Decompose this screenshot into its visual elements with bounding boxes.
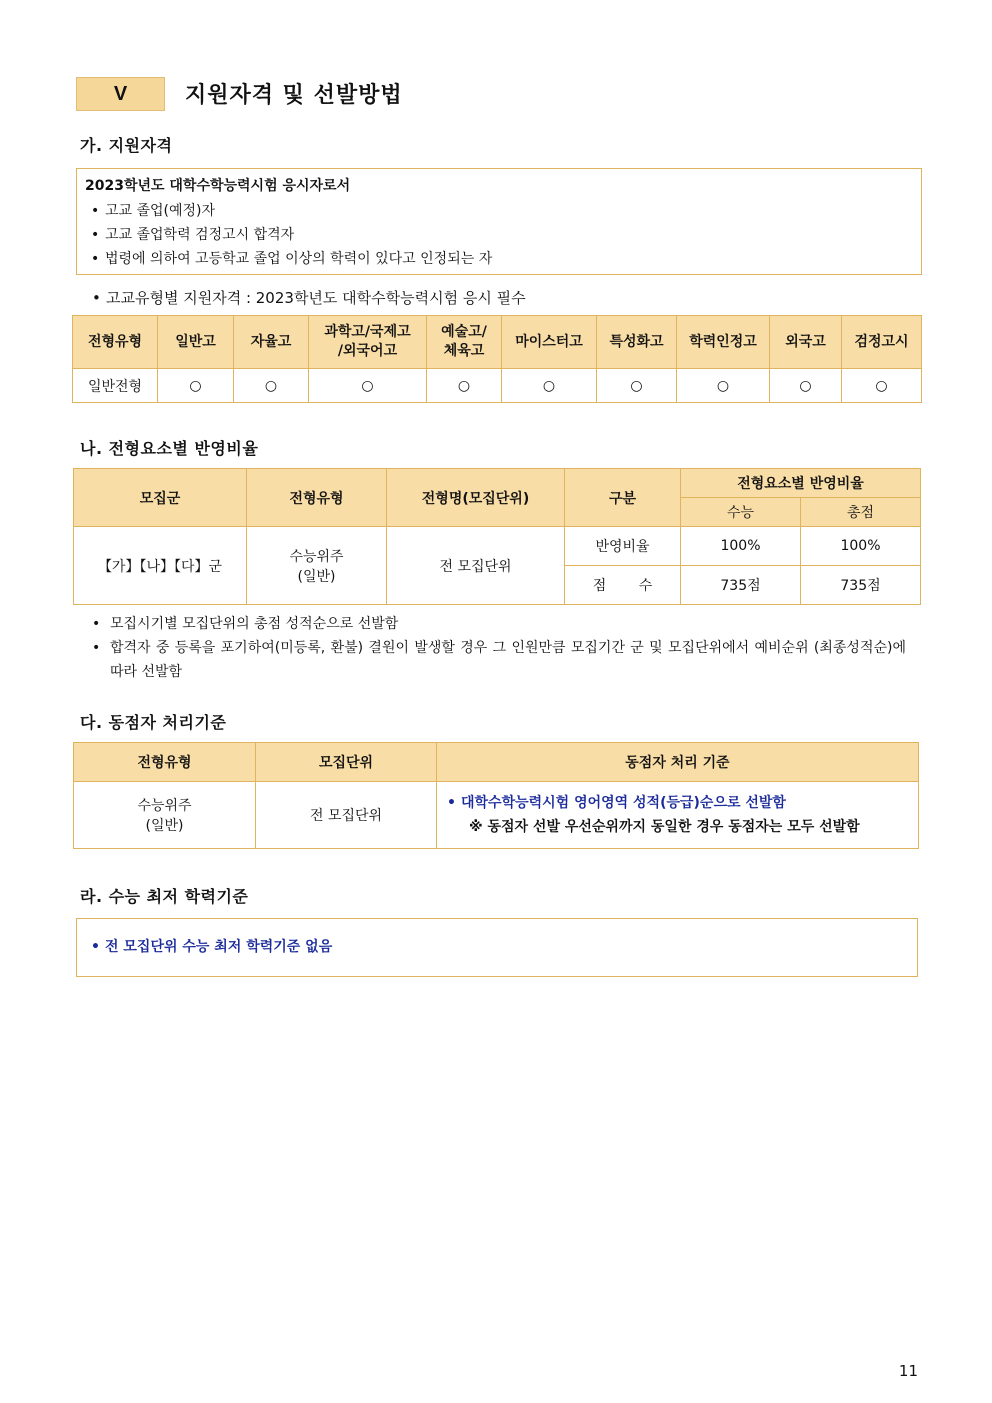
circle-mark: ○ (309, 369, 427, 403)
header-cell: 전형유형 (74, 743, 256, 782)
header-cell: 수능 (681, 498, 801, 527)
qualification-item: • 고교 졸업(예정)자 (85, 199, 913, 223)
header-cell: 검정고시 (842, 316, 922, 369)
header-cell: 일반고 (158, 316, 234, 369)
table-header-row (74, 469, 921, 498)
bullet-icon: • (92, 289, 101, 307)
cell: 수능위주 (일반) (74, 782, 256, 849)
cell: 전 모집단위 (387, 527, 565, 605)
chapter-number: V (76, 77, 165, 111)
header-cell: 자율고 (234, 316, 309, 369)
header-cell: 모집군 (74, 469, 247, 527)
section-title-qualification: 가. 지원자격 (80, 136, 173, 155)
cell: 전 모집단위 (256, 782, 437, 849)
minimum-text: • 전 모집단위 수능 최저 학력기준 없음 (91, 939, 332, 955)
tiebreak-table (73, 742, 919, 849)
bullet-icon: • (447, 795, 456, 811)
header-cell: 총점 (801, 498, 921, 527)
cell: 일반전형 (73, 369, 158, 403)
list-item: • 모집시기별 모집단위의 총점 성적순으로 선발함 (76, 612, 906, 636)
bullet-icon: • (91, 251, 100, 267)
school-type-note: • 고교유형별 지원자격 : 2023학년도 대학수학능력시험 응시 필수 (92, 289, 526, 307)
bullet-icon: • (92, 616, 101, 632)
ratio-notes (76, 612, 906, 684)
circle-mark: ○ (234, 369, 309, 403)
ratio-table (73, 468, 921, 605)
circle-mark: ○ (427, 369, 502, 403)
header-cell: 전형유형 (247, 469, 387, 527)
cell: 반영비율 (565, 527, 681, 566)
list-item: • 합격자 중 등록을 포기하여(미등록, 환불) 결원이 발생할 경우 그 인원만큼 모집기간 군 및 모집단위에서 예비순위 (최종성적순)에 따라 선발함 (76, 636, 906, 684)
tiebreak-note: ※ 동점자 선발 우선순위까지 동일한 경우 동점자는 모두 선발함 (469, 819, 860, 835)
section-title-tiebreak: 다. 동점자 처리기준 (80, 713, 227, 732)
table-header-row (74, 743, 919, 782)
cell: 735점 (801, 566, 921, 605)
bullet-icon: • (91, 203, 100, 219)
cell: 【가】【나】【다】군 (74, 527, 247, 605)
minimum-box (76, 918, 918, 977)
header-cell: 동점자 처리 기준 (437, 743, 919, 782)
qualification-lead: 2023학년도 대학수학능력시험 응시자로서 (85, 178, 351, 194)
header-cell: 외국고 (770, 316, 842, 369)
header-cell: 구분 (565, 469, 681, 527)
circle-mark: ○ (770, 369, 842, 403)
header-cell: 과학고/국제고 /외국어고 (309, 316, 427, 369)
bullet-icon: • (92, 640, 101, 656)
cell: 점 수 (565, 566, 681, 605)
header-cell: 전형명(모집단위) (387, 469, 565, 527)
header-cell: 학력인정고 (677, 316, 770, 369)
tiebreak-rule-cell (437, 782, 919, 849)
qualification-item: • 법령에 의하여 고등학교 졸업 이상의 학력이 있다고 인정되는 자 (85, 247, 913, 271)
header-cell: 전형요소별 반영비율 (681, 469, 921, 498)
page-number: 11 (898, 1362, 918, 1380)
header-cell: 전형유형 (73, 316, 158, 369)
chapter-title: 지원자격 및 선발방법 (185, 83, 403, 108)
header-cell: 예술고/ 체육고 (427, 316, 502, 369)
cell: 수능위주 (일반) (247, 527, 387, 605)
cell: 735점 (681, 566, 801, 605)
header-cell: 특성화고 (597, 316, 677, 369)
bullet-icon: • (91, 939, 100, 955)
section-title-ratio: 나. 전형요소별 반영비율 (80, 439, 259, 458)
circle-mark: ○ (158, 369, 234, 403)
qualification-box (76, 168, 922, 275)
tiebreak-rule: • 대학수학능력시험 영어영역 성적(등급)순으로 선발함 (447, 791, 918, 815)
circle-mark: ○ (502, 369, 597, 403)
cell: 100% (801, 527, 921, 566)
circle-mark: ○ (842, 369, 922, 403)
circle-mark: ○ (677, 369, 770, 403)
section-title-minimum: 라. 수능 최저 학력기준 (80, 887, 249, 906)
school-type-table (72, 315, 922, 403)
table-row (73, 369, 922, 403)
circle-mark: ○ (597, 369, 677, 403)
qualification-item: • 고교 졸업학력 검정고시 합격자 (85, 223, 913, 247)
cell: 100% (681, 527, 801, 566)
table-header-row (73, 316, 922, 369)
bullet-icon: • (91, 227, 100, 243)
header-cell: 마이스터고 (502, 316, 597, 369)
table-row (74, 782, 919, 849)
header-cell: 모집단위 (256, 743, 437, 782)
table-row (74, 527, 921, 566)
